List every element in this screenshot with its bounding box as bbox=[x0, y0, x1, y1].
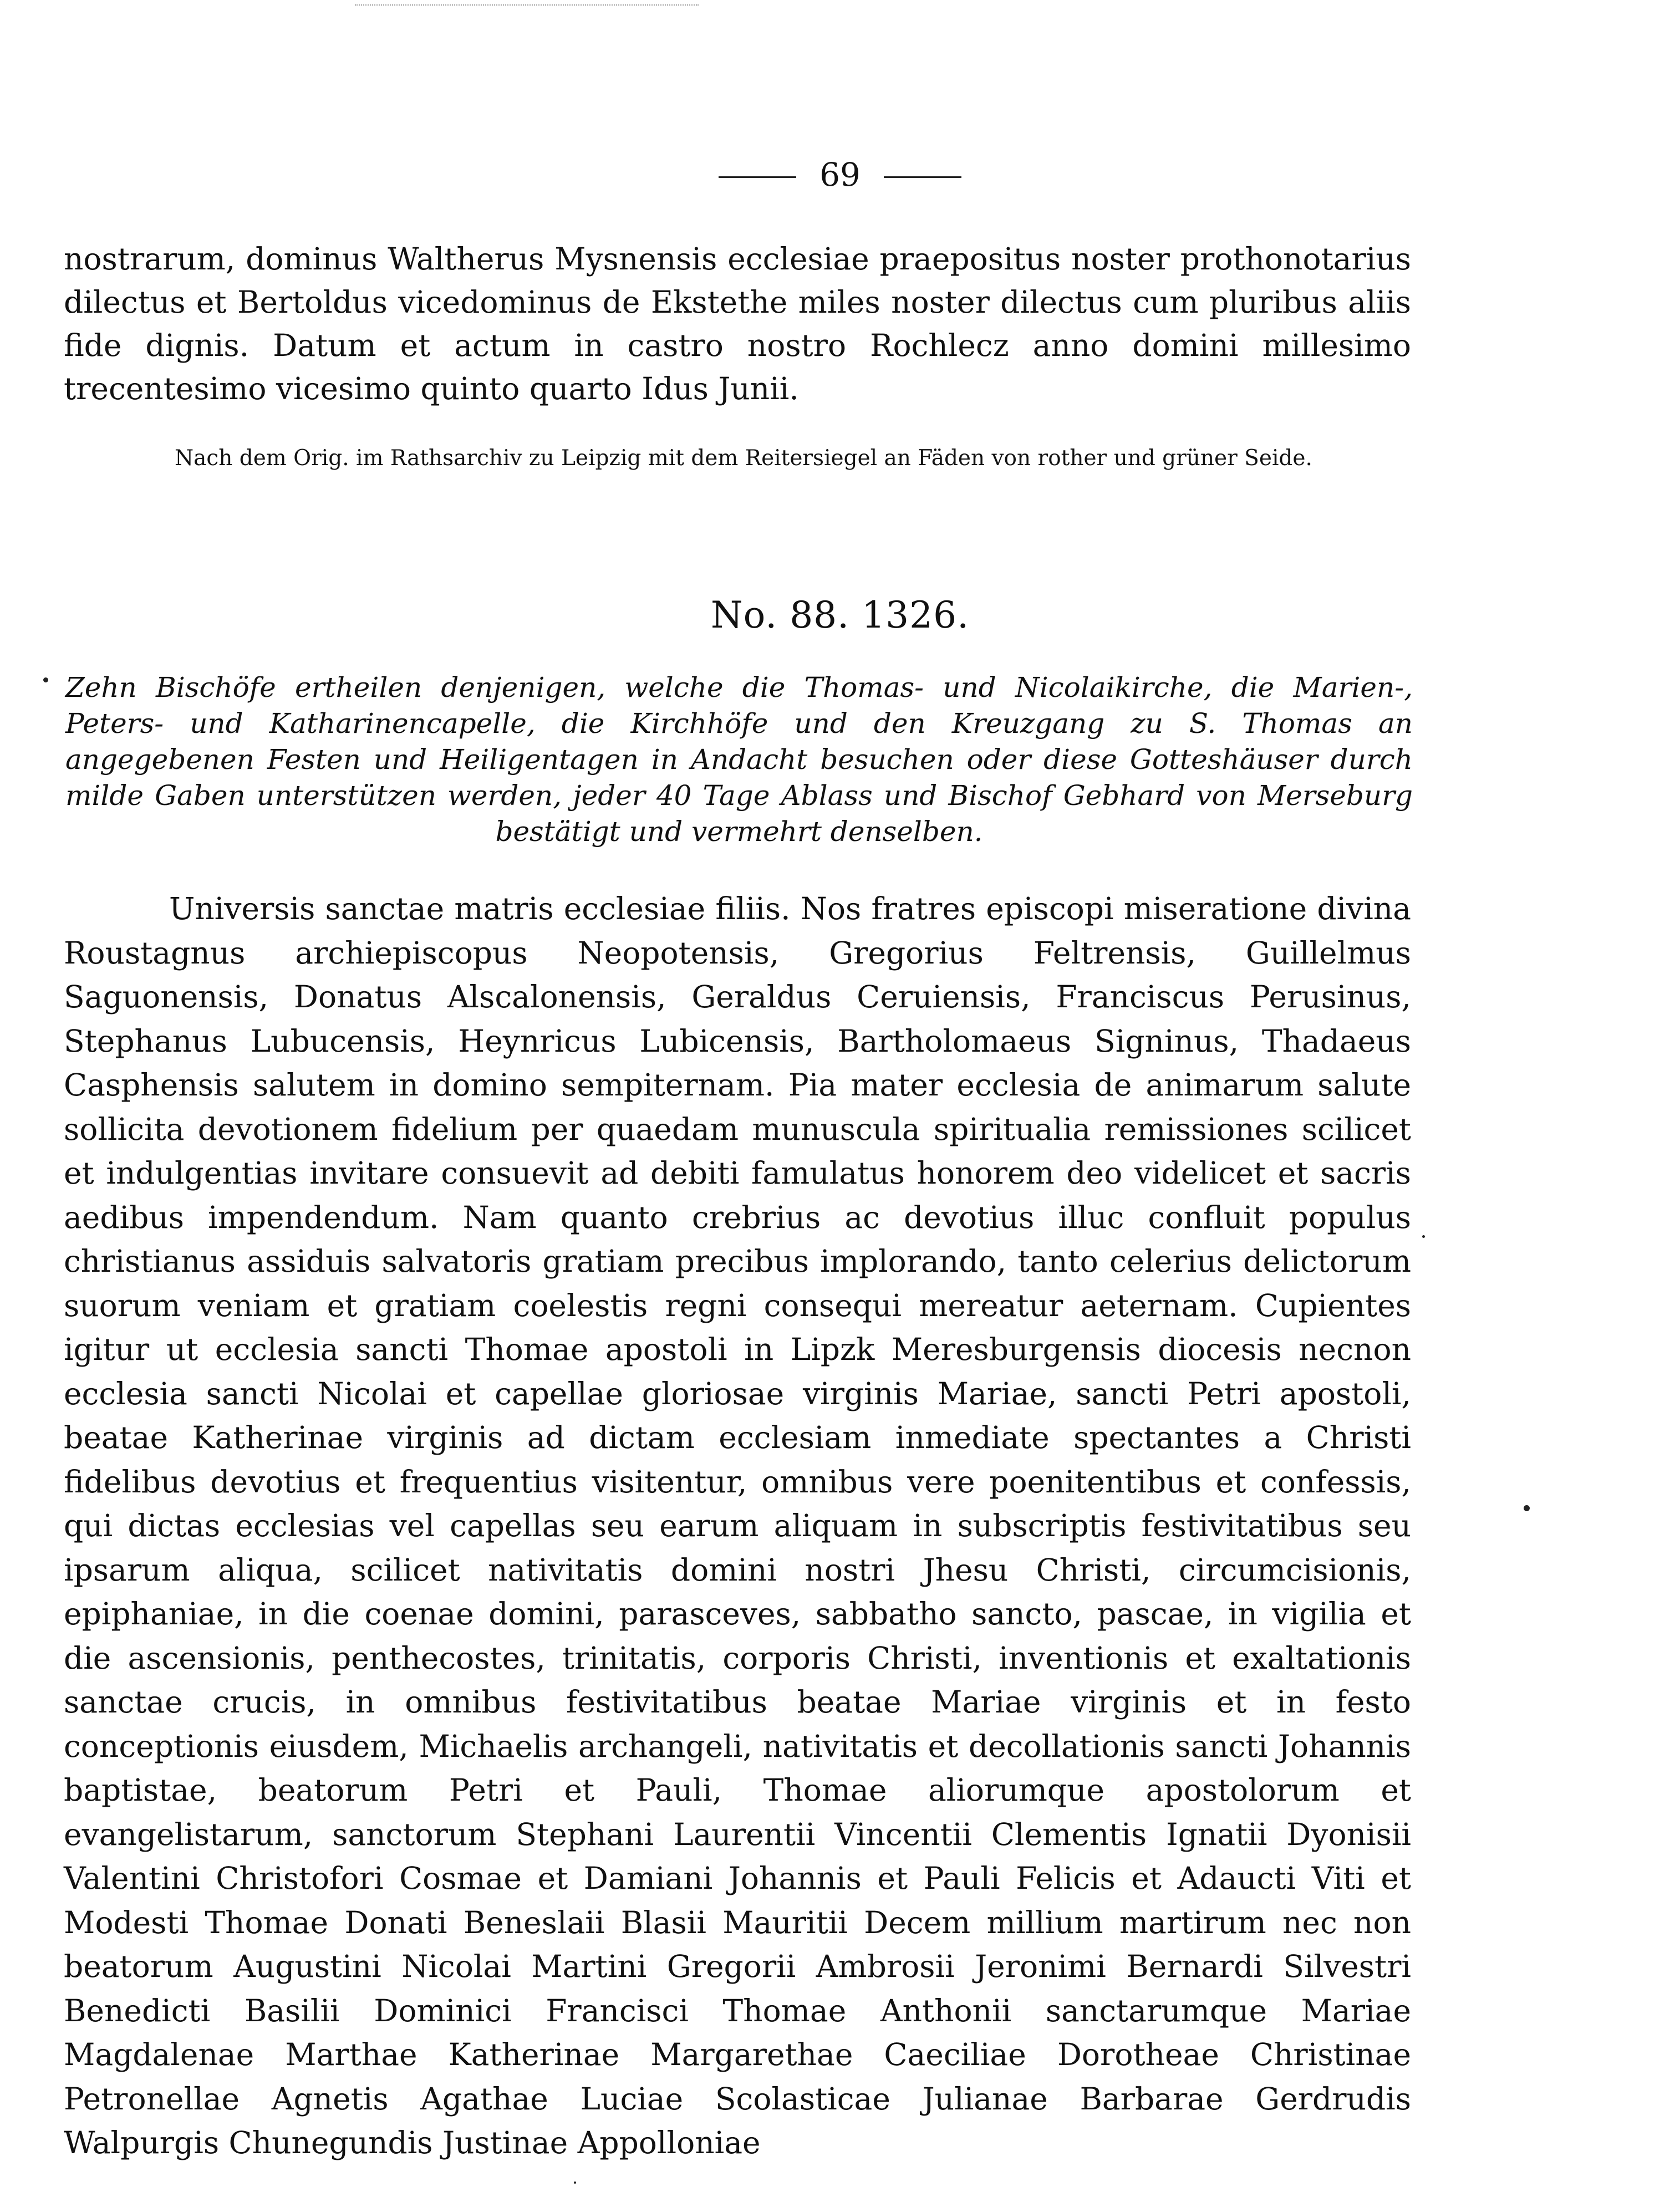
document-regest: Zehn Bischöfe ertheilen denjenigen, welche die Thomas- und Nicolaikirche, die Marien-, Peters- und Katharinencapelle, die Kirchhöfe und den Kreuzgang zu S. Thomas an angegebenen Festen und Heiligentagen in Andacht besuchen oder diese Gotteshäuser durch milde Gaben unterstützen werden, jeder 40 Tage Ablass und Bischof Gebhard von Merseburg bestätigt und vermehrt denselben. bbox=[65, 671, 1413, 848]
carry-over-paragraph: nostrarum, dominus Waltherus Mysnensis ecclesiae praepositus noster prothonotarius dilectus et Bertoldus vicedominus de Ekstethe miles noster dilectus cum pluribus aliis fide dignis. Datum et actum in castro nostro Rochlecz anno domini millesimo trecentesimo vicesimo quinto quarto Idus Junii. bbox=[64, 241, 1411, 406]
document-body: Universis sanctae matris ecclesiae filiis. Nos fratres episcopi miseratione divina Roustagnus archiepiscopus Neopotensis, Gregorius Feltrensis, Guillelmus Saguonensis, Donatus Alscalonensis, Geraldus Ceruiensis, Franciscus Perusinus, Stephanus Lubucensis, Heynricus Lubicensis, Bartholomaeus Signinus, Thadaeus Casphensis salutem in domino sempiternam. Pia mater ecclesia de animarum salute sollicita devotionem fidelium per quaedam munuscula spiritualia remissiones scilicet et indulgentias invitare consuevit ad debiti famulatus honorem deo videlicet et sacris aedibus impendendum. Nam quanto crebrius ac devotius illuc confluit populus christianus assiduis salvatoris gratiam precibus implorando, tanto celerius delictorum suorum veniam et gratiam coelestis regni consequi mereatur aeternam. Cupientes igitur ut ecclesia sancti Thomae apostoli in Lipzk Meresburgensis diocesis necnon ecclesia sancti Nicolai et capellae gloriosae virginis Mariae, sancti Petri apostoli, beatae Katherinae virginis ad dictam ecclesiam inmediate spectantes a Christi fidelibus devotius et frequentius visitentur, omnibus vere poenitentibus et confessis, qui dictas ecclesias vel capellas seu earum aliquam in subscriptis festivitatibus seu ipsarum aliqua, scilicet nativitatis domini nostri Jhesu Christi, circumcisionis, epiphaniae, in die coenae domini, parasceves, sabbatho sancto, pascae, in vigilia et die ascensionis, penthecostes, trinitatis, corporis Christi, inventionis et exaltationis sanctae crucis, in omnibus festivitatibus beatae Mariae virginis et in festo conceptionis eiusdem, Michaelis archangeli, nativitatis et decollationis sancti Johannis baptistae, beatorum Petri et Pauli, Thomae aliorumque apostolorum et evangelistarum, sanctorum Stephani Laurentii Vincentii Clementis Ignatii Dyonisii Valentini Christofori Cosmae et Damiani Johannis et Pauli Felicis et Adaucti Viti et Modesti Thomae Donati Beneslaii Blasii Mauritii Decem millium martirum nec non beatorum Augustini Nicolai Martini Gregorii Ambrosii Jeronimi Bernardi Silvestri Benedicti Basilii Dominici Francisci Thomae Anthonii sanctarumque Mariae Magdalenae Marthae Katherinae Margarethae Caeciliae Dorotheae Christinae Petronellae Agnetis Agathae Luciae Scolasticae Julianae Barbarae Gerdrudis Walpurgis Chunegundis Justinae Appolloniae bbox=[64, 891, 1411, 2160]
print-speck bbox=[574, 2181, 576, 2184]
print-speck bbox=[1422, 1235, 1425, 1238]
source-note: Nach dem Orig. im Rathsarchiv zu Leipzig mit dem Reitersiegel an Fäden von rother und grüner Seide. bbox=[175, 446, 1312, 471]
page-header bbox=[0, 152, 1680, 197]
header-dash-right bbox=[884, 176, 961, 178]
top-edge-mark bbox=[355, 4, 699, 6]
page-number: 69 bbox=[819, 156, 861, 193]
header-dash-left bbox=[719, 176, 796, 178]
document-heading: No. 88. 1326. bbox=[710, 594, 970, 636]
print-speck bbox=[43, 677, 48, 682]
print-speck bbox=[1524, 1505, 1530, 1511]
